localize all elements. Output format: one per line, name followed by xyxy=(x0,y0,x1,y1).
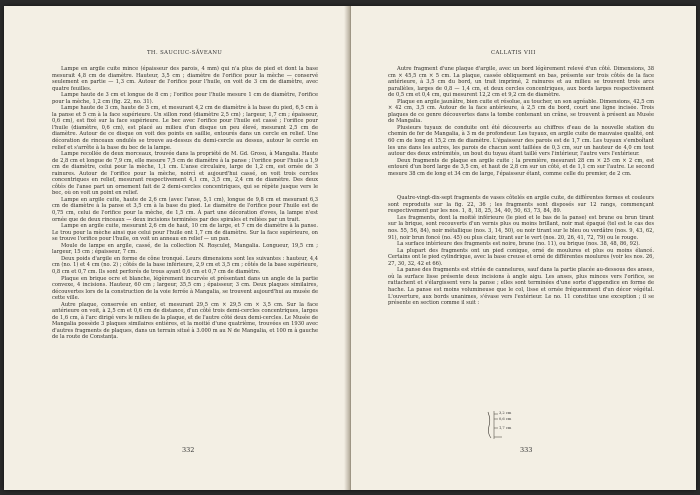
left-paragraph: Lampe haute de 3 cm et longue de 8 cm ; l'orifice pour l'huile mesure 1 cm de diamètre, l'orifice pour la mèche, 1,2 cm (fig. 22, no. 31). xyxy=(52,92,318,105)
right-paragraph: Autre fragment d'une plaque d'argile, avec un bord légèrement relevé d'un côté. Dimensions, 38 cm × 45,5 cm × 5 cm. La plaque, cassée obliquement en bas, présente sur trois côtés de la face antérieure, à 3,5 cm du bord, un trait imprimé, 2 rainures et au milieu se trouvent trois arcs parallèles, larges de 0,8 — 1,4 cm, et deux cercles concentriques, aux bords larges respectivement de 0,5 cm et 0,4 cm, qui mesurent 12,2 cm et 9,2 cm de diamètre. xyxy=(388,66,654,99)
left-paragraph: Deux poids d'argile en forme de cône tronqué. Leurs dimensions sont les suivantes : hauteur, 4,4 cm (no. 1) et 4 cm (no. 2) ; côtés de la base inférieure, 2,9 cm et 3,5 cm ; côtés de la base supérieure, 0,8 cm et 0,7 cm. Ils sont perforés de trous ayant 0,6 cm et 0,7 cm de diamètre. xyxy=(52,255,318,275)
left-paragraph: Lampe en argile cuite, haute de 2,6 cm (avec l'anse, 5,1 cm), longue de 9,8 cm et mesurant 6,3 cm de diamètre à la panse et 3,5 cm à la base du pied. Le diamètre de l'orifice pour l'huile est de 0,75 cm, celui de l'orifice pour la mèche, de 1,5 cm. À part une décoration d'oves, la lampe n'est ornée que de deux rinceaux — deux incisions terminées par des spirales et reliées par un trait. xyxy=(52,196,318,223)
right-paragraph: La surface intérieure des fragments est noire, brune (no. 11), ou brique (nos. 38, 48, 86, 92). xyxy=(397,241,640,248)
right-running-head: CALLATIS VIII xyxy=(491,50,536,56)
figure-label: 3,2 cm xyxy=(499,411,512,415)
right-paragraph: La plupart des fragments ont un pied conique, orné de moulures et plus ou moins élancé. Certains ont le pied cylindrique, avec la base creuse et orné de différentes moulures (voir les nos. 26, 27, 30, 32, 42 et 66). xyxy=(388,247,654,267)
left-page xyxy=(4,6,349,490)
right-body-text xyxy=(388,66,654,307)
right-paragraph: Les fragments, dont la moitié inférieure (le pied et le bas de la panse) est brune ou brun tirant sur la brique, sont recouverts d'un vernis plus ou moins brillant, noir mat épaqué (tel est le cas des nos. 55, 56, 84), noir métallique (nos. 3, 14, 50), ou noir tirant sur le bleu ou verdâtre (nos. 9, 43, 62, 91), noir brun foncé (no. 45) ou plus clair, tirant sur le vert (nos. 20, 26, 41, 72, 79) ou le rouge. xyxy=(388,214,654,241)
right-page-number: 333 xyxy=(520,446,533,454)
left-paragraph: Plaque en brique ocre et blanche, légèrement incurvée et présentant dans un angle de la partie convexe, 4 incisions. Hauteur, 60 cm ; largeur, 35,5 cm ; épaisseur, 3 cm. Deux plaques similaires, découvertes lors de la construction de la voie ferrée à Mangalia, se trouvent aujourd'hui au musée de cette ville. xyxy=(52,275,318,302)
right-paragraph: Plusieurs tuyaux de conduite ont été découverts au chiffres d'eau de la nouvelle station du chemin de fer de Mangalia, à 3 m de profondeur. Les tuyaux, en argile cuite de mauvaise qualité, ont 60 cm de long et 15,2 cm de diamètre. L'épaisseur des parois est de 1,7 cm. Les tuyaux s'emboîtant les uns dans les autres, les parois de chacun sont taillées de 0,3 cm, sur un hauteur de 4,0 cm tout autour des deux extrémités, un bout du tuyau étant taillé vers l'intérieur, l'autre vers l'extérieur. xyxy=(388,124,654,158)
left-paragraph: Autre plaque, conservée en entier, et mesurant 29,5 cm × 29,5 cm × 3,5 cm. Sur la face antérieure on voit, à 2,5 cm et 0,6 cm de distance, d'un côté trois demi-cercles concentriques, larges de 1,6 cm, à l'arc dirigé vers le milieu de la plaque, et de l'autre côté deux demi-cercles. Le Musée de Mangalia possède 3 plaques similaires entières, et la moitié d'une quatrième, trouvées en 1930 avec d'autres fragments de plaques, dans un terrain situé à 3.000 m au N de Mangalia, et 100 m à gauche de la route de Constanța. xyxy=(52,301,318,341)
left-body-text xyxy=(52,66,318,341)
left-paragraph: Lampe recollée de deux morceaux, trouvée dans la propriété de M. Gd. Grosu, à Mangalia. Haute de 2,8 cm et longue de 7,9 cm, elle mesure 7,5 cm de diamètre à la panse ; l'orifice pour l'huile a 1,9 cm de diamètre, celui pour la mèche, 1,1 cm. L'anse circulaire, large de 1,2 cm, est ornée de 3 rainures. Autour de l'orifice pour la mèche, noircì et aujourd'hui cassé, on voit trois cercles concentriques en relief, mesurant respectivement 4,1 cm, 3,5 cm, 2,4 cm de diamètre. Des deux côtés de l'anse part un ornement fait de 2 demi-cercles concentriques, qui se répète jusque vers le bec, où on voit un point en relief. xyxy=(52,151,318,197)
left-paragraph: Lampe en argile cuite mince (épaisseur des parois, 4 mm) qui n'a plus de pied et dont la base mesurait 4,8 cm de diamètre. Hauteur, 3,5 cm ; diamètre de l'orifice pour la mèche — conservé seulement en partie — 1,3 cm. Autour de l'orifice pour l'huile, on voit de 3 cm de diamètre, avec quatre feuilles. xyxy=(52,66,318,92)
left-paragraph: Lampe haute de 3 cm, haute de 3 cm, et mesurant 4,2 cm de diamètre à la base du pied, 6,5 cm à la panse et 5 cm à la face supérieure. Un sillon rond (diamètre 2,5 cm) ; largeur, 1,7 cm ; épaisseur, 0,6 cm), est fixé sur la face supérieure. Le bec avec l'orifice pour l'huile est cassé ; l'orifice pour l'huile (diamètre, 0,6 cm), est placé au milieu d'un disque un peu élevé, mesurant 2,5 cm de diamètre. Autour de ce disque on voit des points en saillie, entourés dans un cercle en relief. Une décoration de rinceaux ondulés se trouve au-dessus du demi-cercle au dessus, autour le cercle en relief et s'arrête à la base du bec de la lampe. xyxy=(52,105,318,151)
right-paragraph: La panse des fragments est striée de cannelures, sauf dans la partie placée au-dessous des anses, où la surface lisse présente deux incisions à angle aigu. Les anses, plus minces vers l'orifice, se rattachent et s'élargissent vers la panse ; elles sont terminées d'une sorte d'appendice en forme de hache. La panse est moins volumineuse que le col, lisse et ornée fréquemment d'un décor végétal. L'ouverture, aux bords unanimes, s'évase vers l'extérieur. Le no. 11 constitue une exception ; il se présente en section comme il suit : xyxy=(388,267,654,307)
right-paragraph: Quatre-vingt-dix-sept fragments de vases côtelés en argile cuite, de différentes formes et couleurs sont reproduits sur la fig. 22, 36 ; les fragments sont disposés sur 12 rangs, commençant respectivement par les nos. 1, 8, 18, 25, 34, 40, 50, 63, 73, 84, 89. xyxy=(388,195,654,215)
left-paragraph: Lampe en argile cuite, mesurant 2,6 cm de haut, 10 cm de large, et 7 cm de diamètre à la panse. Le trou pour la mèche ainsi que celui pour l'huile ont 1,7 cm de diamètre. Sur la face supérieure, on se trouve l'orifice pour l'huile, on voit un anneau en relief — un pan. xyxy=(52,223,318,243)
left-paragraph: Moule de lampe en argile, cassé, de la collection N. Roșculeț, Mangalia. Longueur, 19,5 cm ; largeur, 15 cm ; épaisseur, 7 cm. xyxy=(52,242,318,256)
left-page-number: 332 xyxy=(182,446,195,454)
right-paragraph: Deux fragments de plaque en argile cuite ; la première, mesurant 28 cm × 25 cm × 2 cm, est entouré d'un bord large de 3,5 cm, et haut de 2,8 cm sur un côté, et de 1,1 cm sur l'autre. Le second mesure 38 cm de long et 34 cm de large, l'épaisseur étant, comme celle du premier, de 2 cm. xyxy=(388,157,654,177)
book-spread xyxy=(4,6,696,490)
right-paragraph: Plaque en argile jaunâtre, bien cuite et résolue, au toucher, un son agréable. Dimensions, 42,5 cm × 42 cm, 3,5 cm. Autour de la face antérieure, à 2,5 cm du bord, court une ligne incisée. Trois plaques de ce genre découvertes dans la tombe contenant un crâne, se trouvent à présent au Musée de Mangalia. xyxy=(388,98,654,125)
vessel-section-figure xyxy=(480,410,536,440)
left-running-head: TH. SAUCIUC-SĂVEANU xyxy=(147,50,223,56)
figure-label: 0,6 cm xyxy=(499,417,512,421)
figure-label: 1,7 cm xyxy=(499,426,512,430)
